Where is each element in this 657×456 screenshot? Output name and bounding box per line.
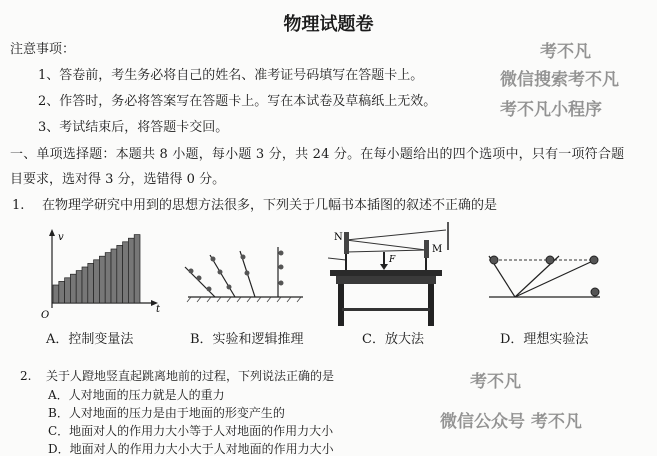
figure-option-a: A．控制变量法: [46, 332, 134, 347]
origin-label: O: [41, 310, 50, 320]
mirror-label-m: M: [432, 244, 443, 255]
axis-label-t: t: [156, 304, 161, 315]
watermark: 考不凡: [470, 372, 521, 392]
vt-bar: [134, 235, 140, 303]
vt-bar: [94, 260, 100, 303]
vt-bar: [99, 256, 105, 303]
page-title: 物理试题卷: [283, 14, 374, 35]
figure-option-b: B．实验和逻辑推理: [190, 332, 304, 347]
figure-table-mirrors: [328, 222, 453, 328]
axis-label-v: v: [58, 232, 64, 243]
notice-item: 1、答卷前，考生务必将自己的姓名、准考证号码填写在答题卡上。: [38, 68, 424, 83]
vt-bar: [128, 238, 134, 303]
vt-bar: [65, 278, 71, 303]
vt-bar: [111, 249, 117, 303]
vt-bar: [76, 271, 82, 303]
vt-bar: [82, 267, 88, 303]
vt-bar: [59, 281, 65, 303]
figure-option-d: D．理想实验法: [500, 332, 589, 347]
watermark: 微信搜索考不凡: [500, 70, 619, 90]
option-c: C．地面对人的作用力大小等于人对地面的作用力大小: [48, 424, 334, 438]
section-instructions-cont: 目要求，选对得 3 分，选错得 0 分。: [10, 172, 226, 187]
figure-inclined-planes: [183, 245, 308, 305]
notice-heading: 注意事项：: [10, 42, 76, 57]
watermark: 微信公众号 考不凡: [440, 412, 582, 432]
vt-bar: [70, 274, 76, 303]
figure-option-c: C．放大法: [362, 332, 424, 347]
option-a: A．人对地面的压力就是人的重力: [48, 388, 225, 402]
force-label-f: F: [389, 255, 396, 265]
watermark: 考不凡: [540, 42, 591, 62]
vt-bar: [105, 253, 111, 303]
option-b: B．人对地面的压力是由于地面的形变产生的: [48, 406, 285, 420]
option-d: D．地面对人的作用力大小大于人对地面的作用力大小: [48, 442, 334, 456]
mirror-label-n: N: [334, 232, 343, 243]
figure-ideal-experiment: [485, 250, 605, 302]
question-number: 2.: [20, 369, 32, 383]
watermark: 考不凡小程序: [500, 100, 602, 120]
vt-bar: [123, 242, 129, 303]
notice-item: 3、考试结束后，将答题卡交回。: [38, 120, 229, 135]
figure-vt-graph: [38, 228, 168, 320]
section-instructions: 一、单项选择题：本题共 8 小题，每小题 3 分，共 24 分。在每小题给出的四个选项中，只有一项符合题: [10, 147, 625, 162]
vt-bars: [53, 235, 140, 303]
notice-item: 2、作答时，务必将答案写在答题卡上。写在本试卷及草稿纸上无效。: [38, 94, 437, 109]
question-stem: 关于人蹬地竖直起跳离地前的过程，下列说法正确的是: [46, 369, 335, 383]
vt-bar: [117, 245, 123, 303]
vt-bar: [88, 263, 94, 303]
question-stem: 在物理学研究中用到的思想方法很多，下列关于几幅书本插图的叙述不正确的是: [42, 198, 498, 213]
vt-bar: [53, 285, 59, 303]
question-number: 1.: [12, 198, 25, 213]
